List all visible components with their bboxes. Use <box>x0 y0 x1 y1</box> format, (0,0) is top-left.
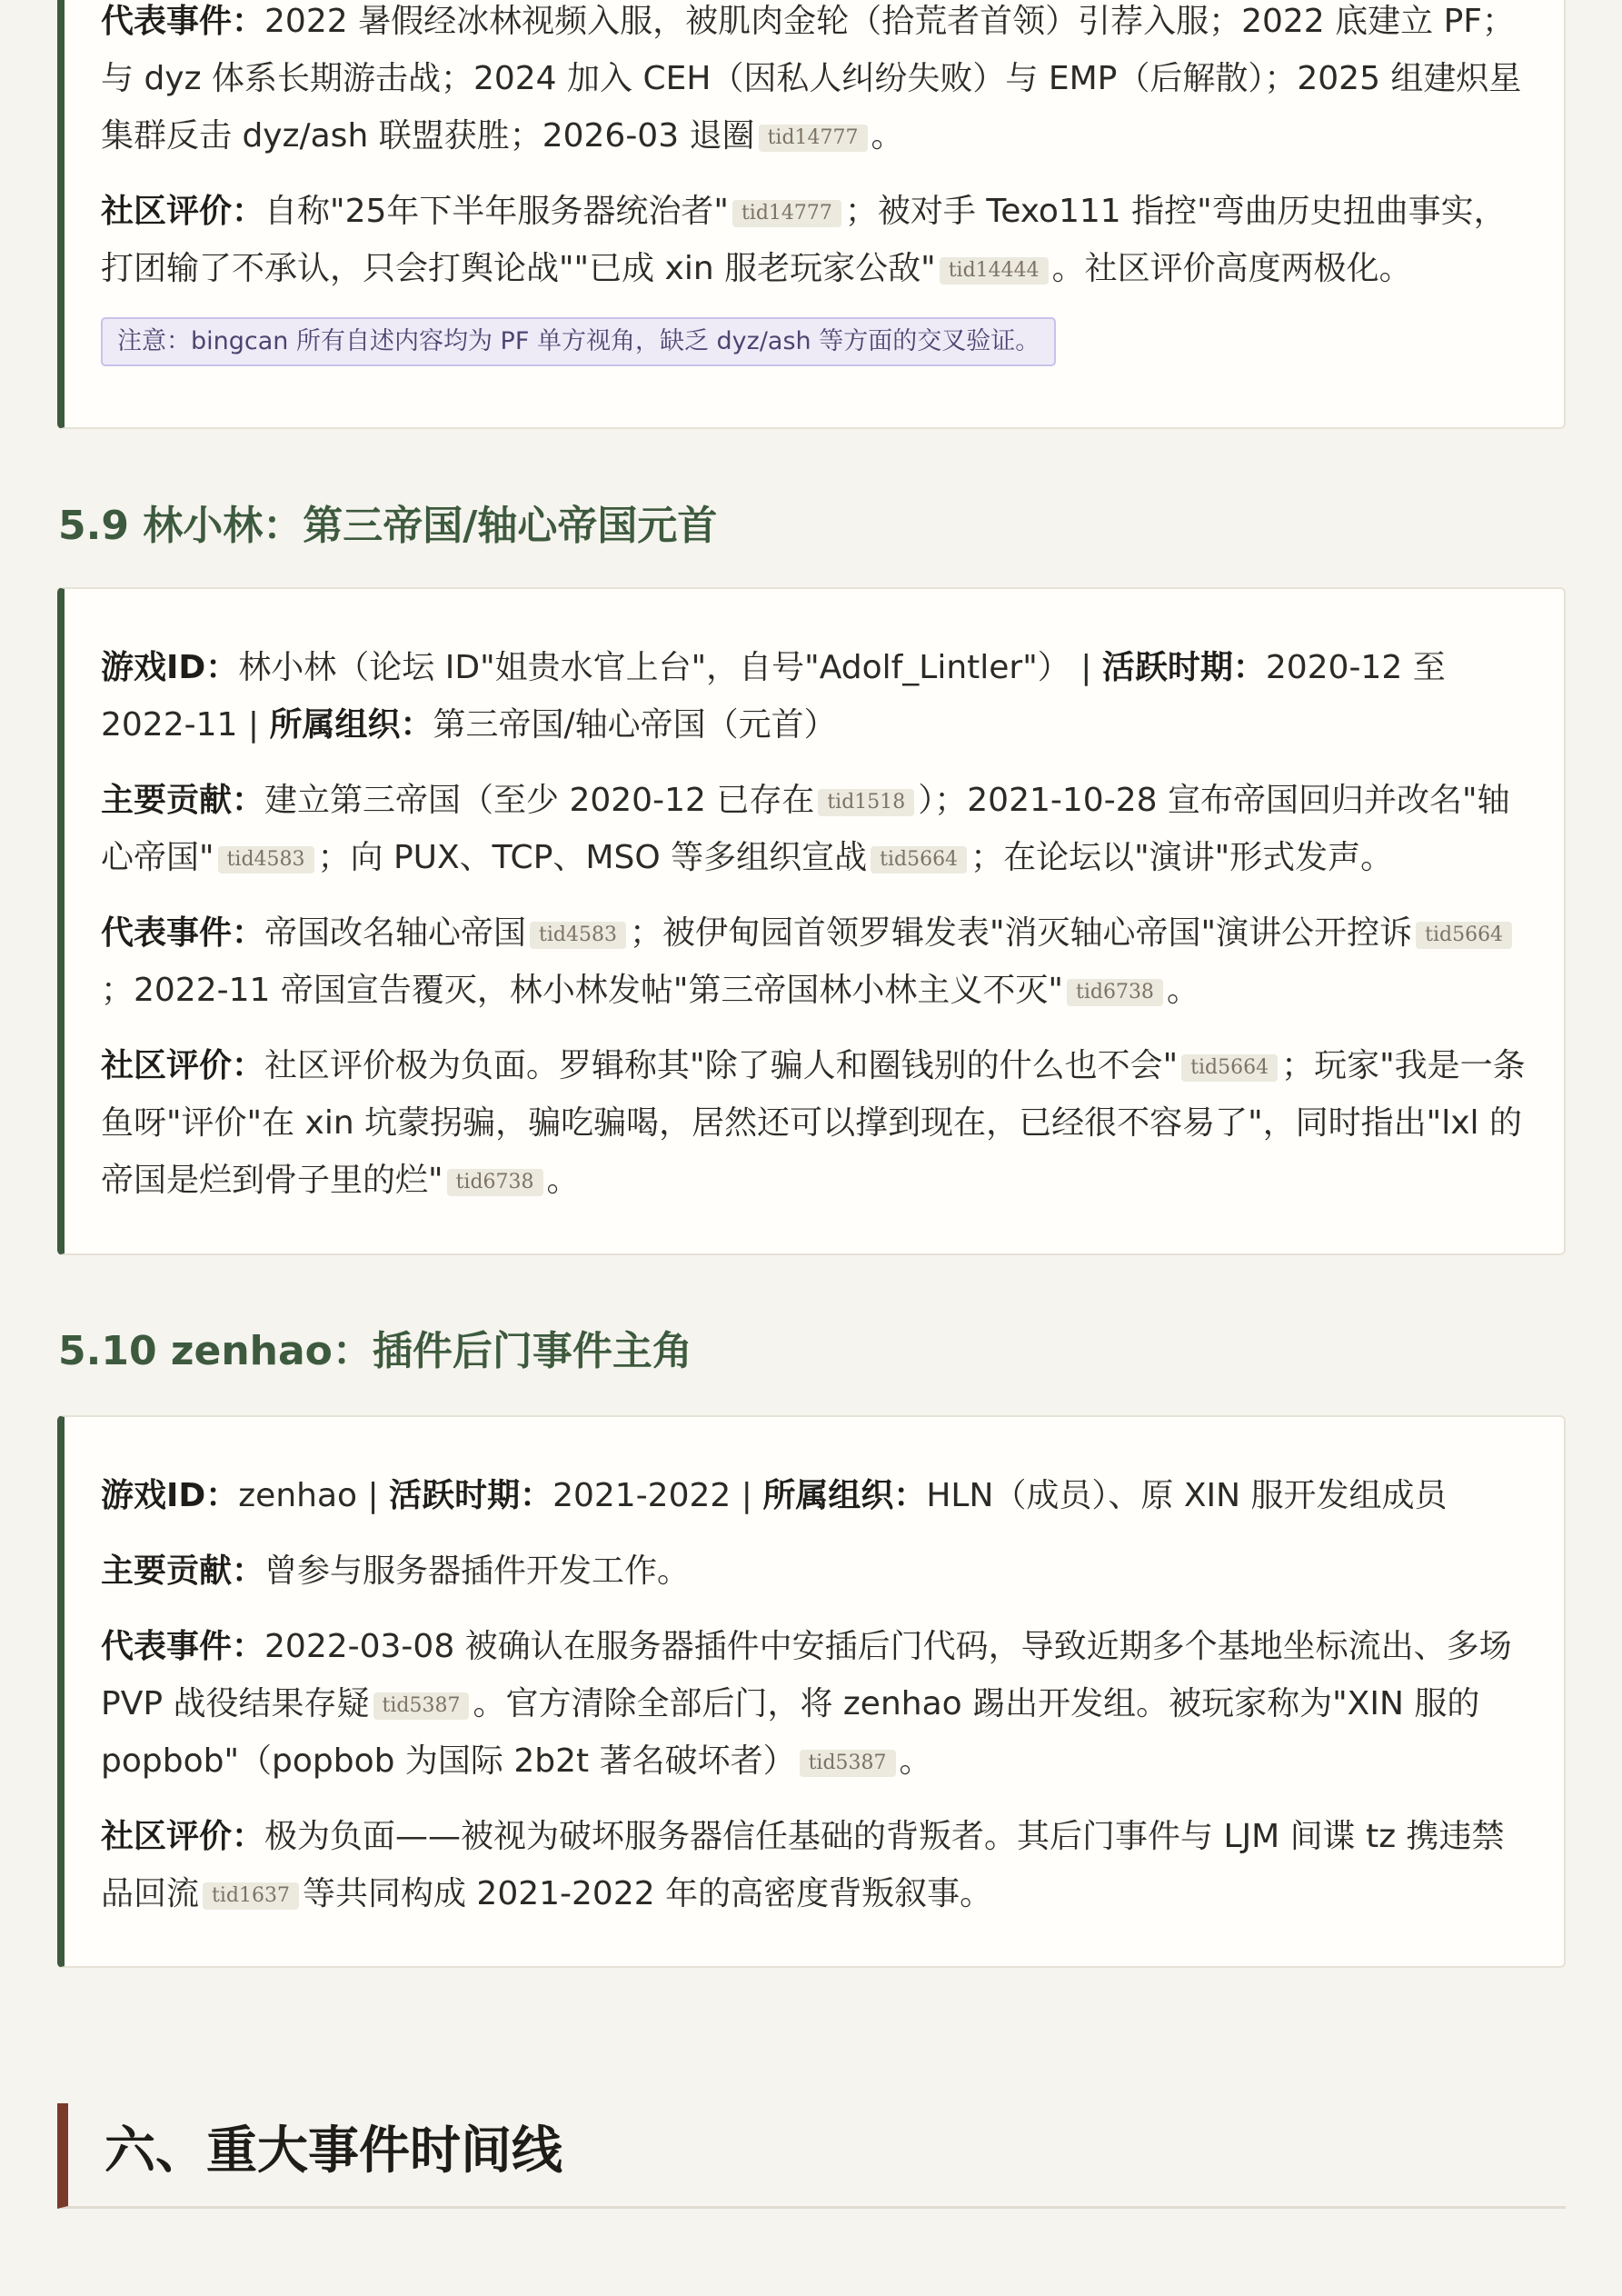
events-label: 代表事件： <box>101 914 265 952</box>
eval-text: 极为负面——被视为破坏服务器信任基础的背叛者。其后门事件与 LJM 间谍 tz 携违禁品回流 <box>101 1818 1505 1912</box>
contrib-text: ；向 PUX、TCP、MSO 等多组织宣战 <box>317 839 868 876</box>
tid-reference[interactable]: tid4583 <box>218 846 314 873</box>
contrib-label: 主要贡献： <box>101 1552 265 1590</box>
tid-reference[interactable]: tid5664 <box>1416 922 1512 949</box>
separator: | <box>1070 649 1102 686</box>
separator: | <box>237 706 270 744</box>
id-value: 林小林（论坛 ID"姐贵水官上台"，自号"Adolf_Lintler"） <box>238 649 1070 686</box>
eval-label: 社区评价： <box>101 1047 265 1084</box>
events-text: ；被伊甸园首领罗辑发表"消灭轴心帝国"演讲公开控诉 <box>629 914 1413 952</box>
contrib-paragraph <box>101 1542 1529 1600</box>
eval-text: ；玩家"我是一条鱼呀"评价"在 xin 坑蒙拐骗，骗吃骗喝，居然还可以撑到现在，已经很不容易了"，同时指出"lxl 的帝国是烂到骨子里的烂" <box>101 1047 1526 1199</box>
eval-paragraph <box>101 1037 1529 1209</box>
eval-text: ；被对手 Texo111 指控"弯曲历史扭曲事实，打团输了不承认，只会打舆论战""已成 xin 服老玩家公敌" <box>101 193 1507 287</box>
id-label: 游戏ID： <box>101 1477 239 1514</box>
section-heading-6: 六、重大事件时间线 <box>57 2103 1566 2209</box>
eval-label: 社区评价： <box>101 193 265 230</box>
tid-reference[interactable]: tid14777 <box>732 200 841 227</box>
events-paragraph <box>101 904 1529 1019</box>
events-text: 帝国改名轴心帝国 <box>264 914 527 952</box>
contrib-paragraph <box>101 772 1529 886</box>
events-text: 2022-03-08 被确认在服务器插件中安插后门代码，导致近期多个基地坐标流出、多场 PVP 战役结果存疑 <box>101 1628 1512 1722</box>
period-label: 活跃时期： <box>1101 649 1266 686</box>
events-paragraph <box>101 0 1529 165</box>
separator: | <box>731 1477 763 1514</box>
tid-reference[interactable]: tid14444 <box>940 257 1049 285</box>
section-heading-5-9: 5.9 林小林：第三帝国/轴心帝国元首 <box>58 503 718 549</box>
eval-text: 社区评价极为负面。罗辑称其"除了骗人和圈钱别的什么也不会" <box>264 1047 1179 1084</box>
eval-paragraph <box>101 183 1529 297</box>
person-card-linxiaolin <box>57 587 1566 1255</box>
org-label: 所属组织： <box>762 1477 927 1514</box>
eval-text: 。 <box>546 1162 580 1199</box>
person-card-zenhao <box>57 1415 1566 1968</box>
org-label: 所属组织： <box>269 706 433 744</box>
contrib-text: ）；2021-10-28 宣布帝国回归并改名"轴心帝国" <box>101 782 1510 876</box>
eval-paragraph <box>101 1808 1529 1922</box>
person-card-bingcan <box>57 0 1566 429</box>
events-label: 代表事件： <box>101 3 265 40</box>
profile-paragraph <box>101 1467 1529 1524</box>
contrib-text: ；在论坛以"演讲"形式发声。 <box>970 839 1394 876</box>
events-text: 2022 暑假经冰林视频入服，被肌肉金轮（拾荒者首领）引荐入服；2022 底建立 PF；与 dyz 体系长期游击战；2024 加入 CEH（因私人纠纷失败）与 EMP（后解散）；2025 组建炽星集群反击 dyz/ash 联盟获胜；2026-03 退圈 <box>101 3 1522 155</box>
contrib-text: 曾参与服务器插件开发工作。 <box>264 1552 691 1590</box>
tid-reference[interactable]: tid14777 <box>759 125 868 152</box>
tid-reference[interactable]: tid5387 <box>373 1692 470 1720</box>
events-label: 代表事件： <box>101 1628 265 1665</box>
contrib-label: 主要贡献： <box>101 782 265 819</box>
id-label: 游戏ID： <box>101 649 239 686</box>
section-heading-5-10: 5.10 zenhao：插件后门事件主角 <box>58 1328 692 1374</box>
eval-text: 等共同构成 2021-2022 年的高密度背叛叙事。 <box>302 1875 993 1912</box>
tid-reference[interactable]: tid5664 <box>1181 1054 1278 1082</box>
tid-reference[interactable]: tid6738 <box>447 1169 543 1196</box>
tid-reference[interactable]: tid5387 <box>800 1750 896 1777</box>
eval-label: 社区评价： <box>101 1818 265 1855</box>
id-value: zenhao <box>238 1477 358 1514</box>
events-text: 。 <box>871 117 904 155</box>
note-callout: 注意：bingcan 所有自述内容均为 PF 单方视角，缺乏 dyz/ash 等方面的交叉验证。 <box>101 317 1056 366</box>
org-value: 第三帝国/轴心帝国（元首） <box>433 706 837 744</box>
tid-reference[interactable]: tid1637 <box>203 1882 299 1910</box>
tid-reference[interactable]: tid6738 <box>1067 979 1163 1006</box>
eval-text: 。社区评价高度两极化。 <box>1051 250 1412 287</box>
events-text: 。官方清除全部后门，将 zenhao 踢出开发组。被玩家称为"XIN 服的 popbob"（popbob 为国际 2b2t 著名破坏者） <box>101 1685 1480 1780</box>
events-paragraph <box>101 1618 1529 1790</box>
separator: | <box>357 1477 390 1514</box>
period-label: 活跃时期： <box>389 1477 553 1514</box>
eval-text: 自称"25年下半年服务器统治者" <box>264 193 729 230</box>
tid-reference[interactable]: tid1518 <box>818 789 914 816</box>
events-text: 。 <box>1166 972 1199 1009</box>
events-text: 。 <box>899 1742 932 1780</box>
profile-paragraph <box>101 639 1529 754</box>
tid-reference[interactable]: tid4583 <box>530 922 626 949</box>
period-value: 2020-12 至 2022-11 <box>101 649 1446 744</box>
org-value: HLN（成员）、原 XIN 服开发组成员 <box>926 1477 1448 1514</box>
tid-reference[interactable]: tid5664 <box>871 846 967 873</box>
period-value: 2021-2022 <box>552 1477 731 1514</box>
events-text: ；2022-11 帝国宣告覆灭，林小林发帖"第三帝国林小林主义不灭" <box>101 972 1063 1009</box>
contrib-text: 建立第三帝国（至少 2020-12 已存在 <box>264 782 815 819</box>
